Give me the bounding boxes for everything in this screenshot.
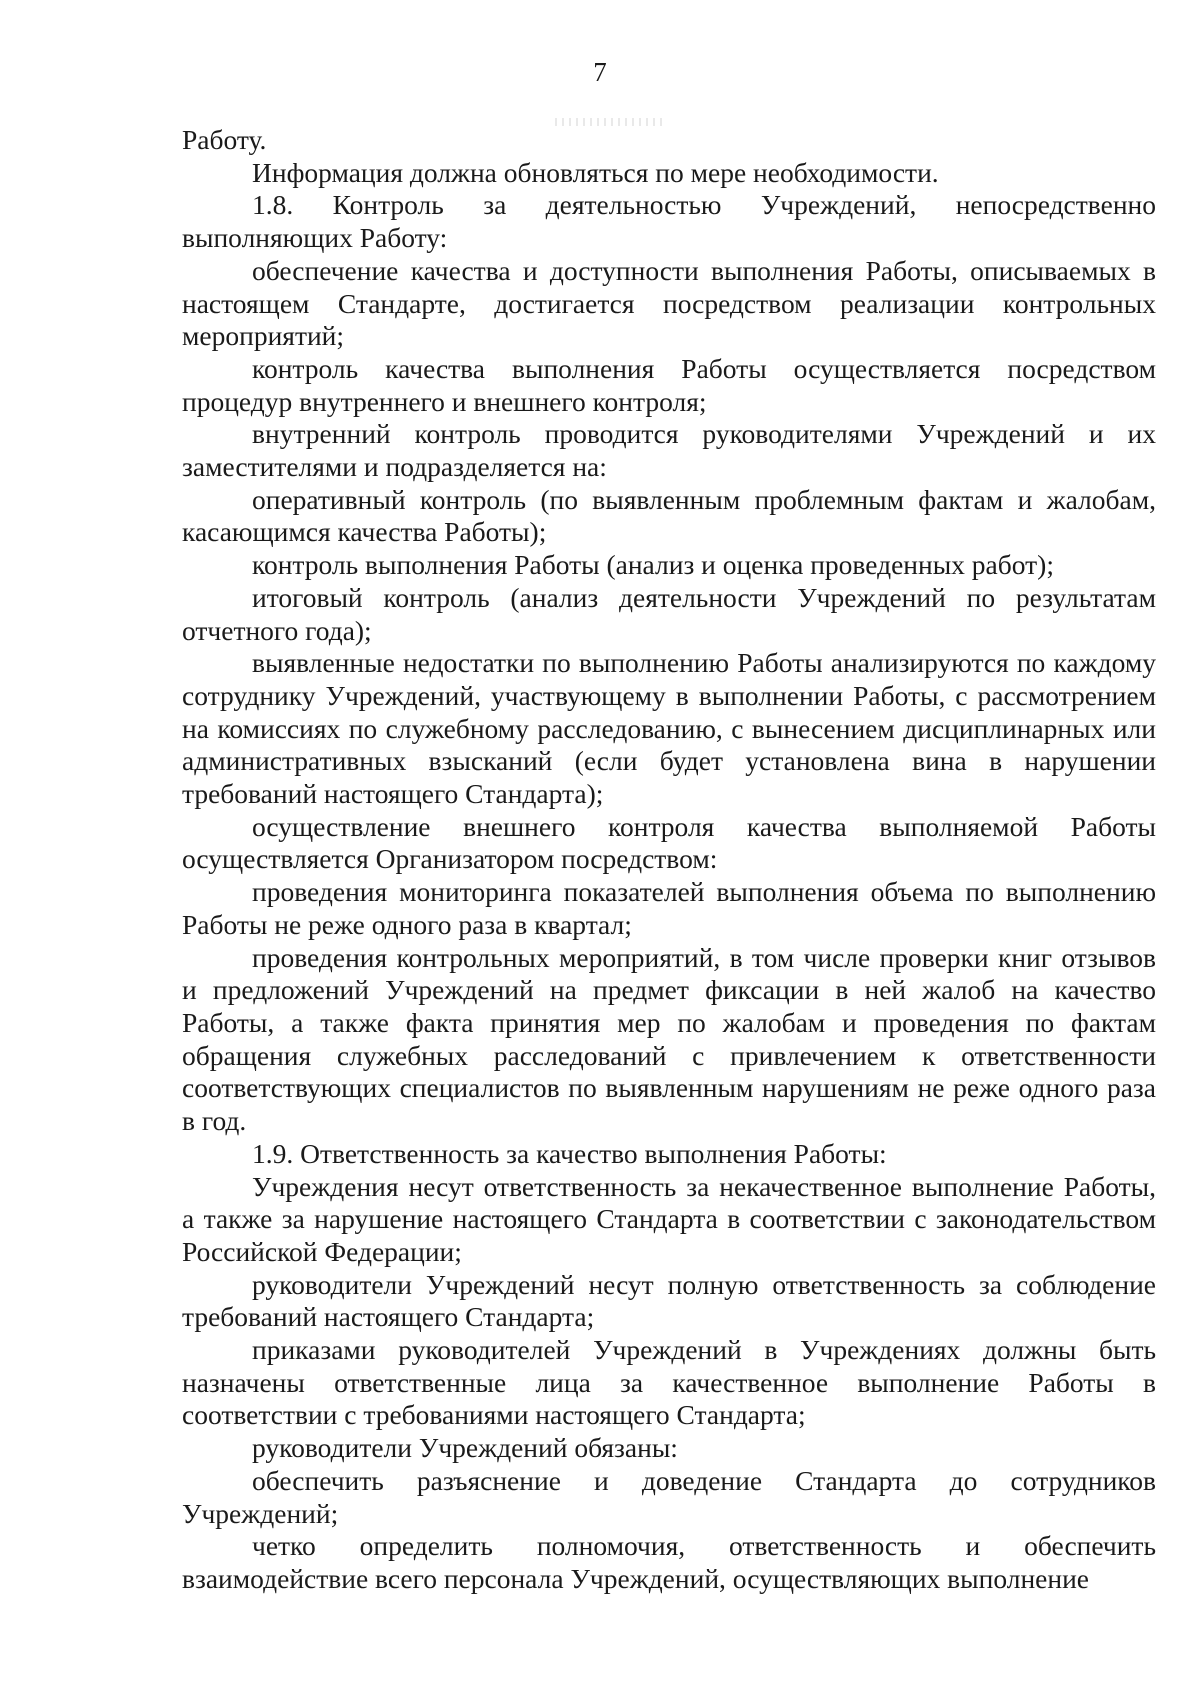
- document-body: [182, 124, 1156, 1596]
- paragraph: Работу.: [182, 124, 267, 155]
- section-1-8-heading: 1.8. Контроль за деятельностью Учреждений, непосредственно выполняющих Работу:: [182, 189, 1156, 254]
- paragraph: выявленные недостатки по выполнению Работы анализируются по каждому сотруднику Учреждений, участвующему в выполнении Работы, с рассмотрением на комиссиях по служебному расследованию, с вынесением дисциплинарных или административных взысканий (если будет установлена вина в нарушении требований настоящего Стандарта);: [182, 647, 1156, 810]
- paragraph: контроль выполнения Работы (анализ и оценка проведенных работ);: [252, 549, 1054, 581]
- paragraph: руководители Учреждений обязаны:: [252, 1432, 678, 1464]
- paragraph: обеспечение качества и доступности выполнения Работы, описываемых в настоящем Стандарте, достигается посредством реализации контрольных мероприятий;: [182, 254, 1156, 352]
- paragraph: руководители Учреждений несут полную ответственность за соблюдение требований настоящего Стандарта;: [182, 1268, 1156, 1333]
- paragraph: осуществление внешнего контроля качества выполняемой Работы осуществляется Организатором посредством:: [182, 810, 1156, 875]
- paragraph: Информация должна обновляться по мере необходимости.: [252, 156, 939, 188]
- paragraph: приказами руководителей Учреждений в Учреждениях должны быть назначены ответственные лица за качественное выполнение Работы в соответствии с требованиями настоящего Стандарта;: [182, 1334, 1156, 1431]
- section-1-9-heading: 1.9. Ответственность за качество выполнения Работы:: [252, 1137, 887, 1169]
- paragraph: внутренний контроль проводится руководителями Учреждений и их заместителями и подразделяется на:: [182, 418, 1156, 483]
- paragraph: обеспечить разъяснение и доведение Стандарта до сотрудников Учреждений;: [182, 1464, 1156, 1529]
- page-number: 7: [593, 57, 607, 87]
- paragraph: Учреждения несут ответственность за некачественное выполнение Работы, а также за нарушение настоящего Стандарта в соответствии с законодательством Российской Федерации;: [182, 1170, 1156, 1267]
- paragraph: итоговый контроль (анализ деятельности Учреждений по результатам отчетного года);: [182, 581, 1156, 646]
- paragraph: проведения мониторинга показателей выполнения объема по выполнению Работы не реже одного раза в квартал;: [182, 876, 1156, 940]
- paragraph: оперативный контроль (по выявленным проблемным фактам и жалобам, касающимся качества Работы);: [182, 483, 1156, 548]
- paragraph: проведения контрольных мероприятий, в том числе проверки книг отзывов и предложений Учреждений на предмет фиксации в ней жалоб на качество Работы, а также факта принятия мер по жалобам и проведения по фактам обращения служебных расследований с привлечением к ответственности соответствующих специалистов по выявленным нарушениям не реже одного раза в год.: [182, 941, 1156, 1137]
- paragraph: контроль качества выполнения Работы осуществляется посредством процедур внутреннего и внешнего контроля;: [182, 352, 1156, 417]
- paragraph: четко определить полномочия, ответственность и обеспечить взаимодействие всего персонала Учреждений, осуществляющих выполнение: [182, 1530, 1156, 1594]
